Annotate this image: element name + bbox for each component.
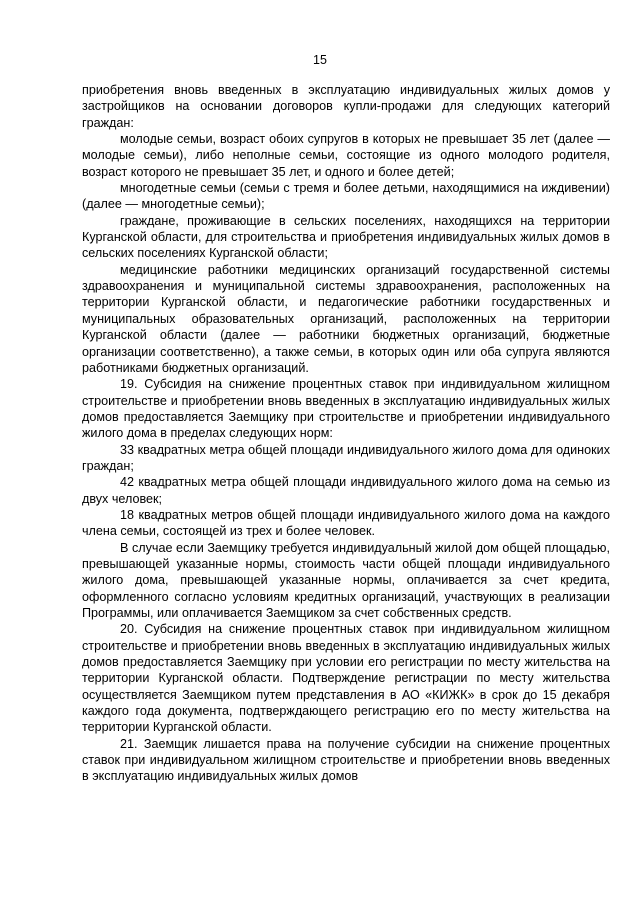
page-number: 15: [313, 53, 327, 67]
paragraph-clause-19: 19. Субсидия на снижение процентных ставок при индивидуальном жилищном строительстве и приобретении вновь введенных в эксплуатацию индивидуальных жилых домов предоставляется Заемщику при строительстве и приобретении индивидуального жилого дома в пределах следующих норм:: [82, 377, 610, 441]
paragraph-categories-intro: приобретения вновь введенных в эксплуатацию индивидуальных жилых домов у застройщиков на основании договоров купли-продажи для следующих категорий граждан:: [82, 83, 610, 130]
paragraph-rural-citizens: граждане, проживающие в сельских поселениях, находящихся на территории Курганской области, для строительства и приобретения индивидуальных жилых домов в сельских поселениях Курганской области;: [82, 213, 610, 261]
paragraph-norm-two-persons: 42 квадратных метра общей площади индивидуального жилого дома на семью из двух человек;: [82, 475, 610, 506]
paragraph-norm-three-plus: 18 квадратных метров общей площади индивидуального жилого дома на каждого члена семьи, состоящей из трех и более человек.: [82, 507, 610, 539]
paragraph-large-families: многодетные семьи (семьи с тремя и более детьми, находящимися на иждивении) (далее — многодетные семьи);: [82, 181, 610, 212]
paragraph-clause-21: 21. Заемщик лишается права на получение субсидии на снижение процентных ставок при индивидуальном жилищном строительстве и приобретении вновь введенных в эксплуатацию индивидуальных жилых домов: [82, 736, 610, 784]
paragraph-clause-20: 20. Субсидия на снижение процентных ставок при индивидуальном жилищном строительстве и приобретении вновь введенных в эксплуатацию индивидуальных жилых домов предоставляется Заемщику при условии его регистрации по месту жительства на территории Курганской области. Подтверждение регистрации по месту жительства осуществляется Заемщиком путем представления в АО «КИЖК» в срок до 15 декабря каждого года документа, подтверждающего регистрацию его по месту жительства на территории Курганской области.: [82, 622, 610, 735]
paragraph-norm-single: 33 квадратных метра общей площади индивидуального жилого дома для одиноких граждан;: [82, 442, 610, 473]
document-body: [82, 82, 610, 785]
paragraph-public-sector-workers: медицинские работники медицинских организаций государственной системы здравоохранения и муниципальной системы здравоохранения, расположенных на территории Курганской области, и педагогические работники государственных и муниципальных образовательных организаций, расположенных на территории Курганской области (далее — работники бюджетных организаций, бюджетные организации соответственно), а также семьи, в которых один или оба супруга являются работниками бюджетных организаций.: [82, 262, 610, 375]
paragraph-young-families: молодые семьи, возраст обоих супругов в которых не превышает 35 лет (далее — молодые семьи), либо неполные семьи, состоящие из одного молодого родителя, возраст которого не превышает 35 лет, и одного и более детей;: [82, 132, 610, 179]
paragraph-excess-area: В случае если Заемщику требуется индивидуальный жилой дом общей площадью, превышающей указанные нормы, стоимость части общей площади индивидуального жилого дома, превышающей указанные нормы, оплачивается за счет кредита, оформленного согласно условиям кредитных организаций, участвующих в реализации Программы, или оплачивается Заемщиком за счет собственных средств.: [82, 540, 610, 620]
